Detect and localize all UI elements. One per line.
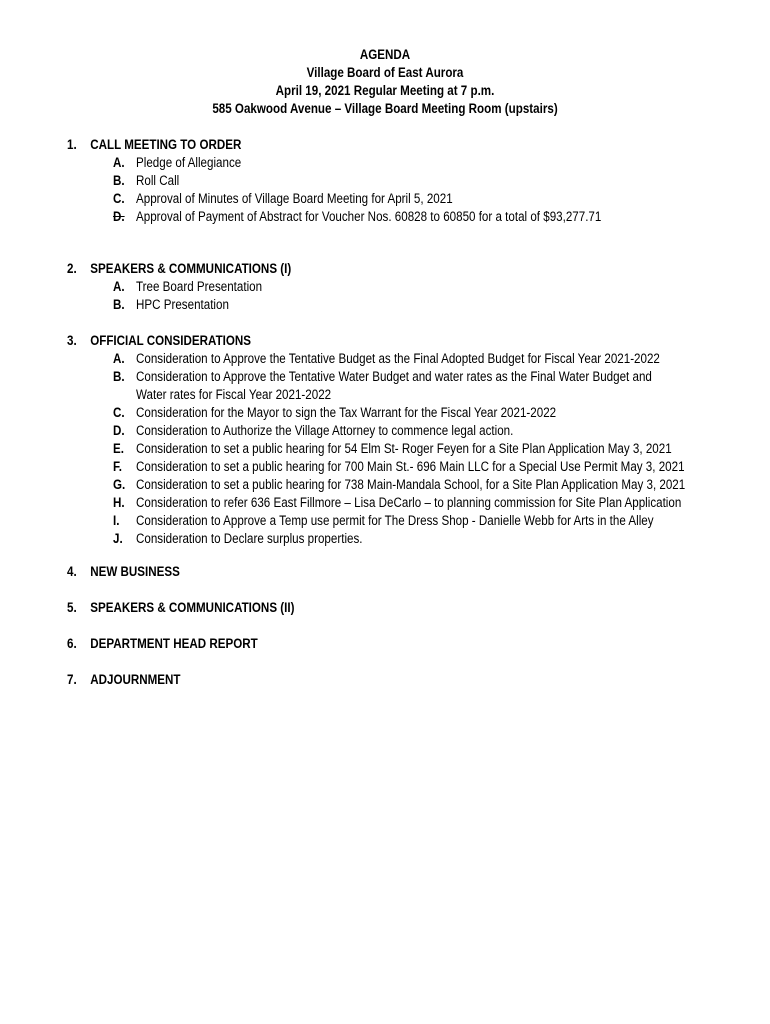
item-letter: A. <box>113 155 125 170</box>
section-call-to-order <box>67 136 757 226</box>
item-text: Consideration to refer 636 East Fillmore – Lisa DeCarlo – to planning commission for Site Plan Application <box>136 495 682 510</box>
section-title: NEW BUSINESS <box>90 564 180 579</box>
item-letter: I. <box>113 513 120 528</box>
list-item <box>67 494 757 512</box>
section-heading <box>67 563 660 581</box>
list-item <box>67 530 757 548</box>
section-number: 6. <box>67 636 77 651</box>
list-item <box>67 154 757 172</box>
header-title: AGENDA <box>359 47 411 62</box>
item-letter: J. <box>113 531 123 546</box>
list-item <box>67 422 757 440</box>
section-items <box>67 154 757 226</box>
section-items <box>67 350 757 548</box>
section-official-considerations <box>67 332 757 548</box>
item-letter: B. <box>113 369 125 384</box>
list-item <box>67 278 757 296</box>
item-letter: B. <box>113 297 125 312</box>
section-heading <box>67 671 660 689</box>
item-letter: H. <box>113 495 125 510</box>
list-item <box>67 208 757 226</box>
section-speakers-1 <box>67 260 757 314</box>
header-location: 585 Oakwood Avenue – Village Board Meeting Room (upstairs) <box>212 101 558 116</box>
item-text: Consideration to set a public hearing for 54 Elm St- Roger Feyen for a Site Plan Application May 3, 2021 <box>136 441 672 456</box>
section-title: SPEAKERS & COMMUNICATIONS (I) <box>90 261 292 276</box>
item-text: Consideration to Declare surplus properties. <box>136 531 363 546</box>
item-letter: C. <box>113 191 125 206</box>
item-letter: A. <box>113 279 125 294</box>
section-new-business <box>67 563 757 581</box>
section-heading <box>67 260 660 278</box>
item-text: Consideration to set a public hearing for 700 Main St.- 696 Main LLC for a Special Use Permit May 3, 2021 <box>136 459 685 474</box>
item-letter: D. <box>113 209 125 224</box>
item-text: Approval of Minutes of Village Board Meeting for April 5, 2021 <box>136 191 453 206</box>
list-item <box>67 190 757 208</box>
item-letter: B. <box>113 173 125 188</box>
section-number: 4. <box>67 564 77 579</box>
list-item <box>67 512 757 530</box>
item-text: Consideration to Approve the Tentative Budget as the Final Adopted Budget for Fiscal Year 2021-2022 <box>136 351 660 366</box>
item-letter: F. <box>113 459 123 474</box>
list-item <box>67 404 757 422</box>
section-adjournment <box>67 671 757 689</box>
section-title: OFFICIAL CONSIDERATIONS <box>90 333 252 348</box>
item-letter: E. <box>113 441 124 456</box>
section-title: SPEAKERS & COMMUNICATIONS (II) <box>90 600 295 615</box>
section-title: CALL MEETING TO ORDER <box>90 137 242 152</box>
agenda-header <box>0 46 770 118</box>
item-text-continued: Water rates for Fiscal Year 2021-2022 <box>136 387 332 402</box>
item-text: HPC Presentation <box>136 297 229 312</box>
section-items <box>67 278 757 314</box>
list-item <box>67 172 757 190</box>
section-heading <box>67 599 660 617</box>
section-title: DEPARTMENT HEAD REPORT <box>90 636 258 651</box>
item-text: Consideration to Authorize the Village Attorney to commence legal action. <box>136 423 514 438</box>
item-text: Pledge of Allegiance <box>136 155 242 170</box>
item-letter: C. <box>113 405 125 420</box>
list-item <box>67 368 757 404</box>
section-number: 5. <box>67 600 77 615</box>
section-heading <box>67 136 660 154</box>
section-heading <box>67 635 660 653</box>
item-letter: A. <box>113 351 125 366</box>
header-meeting-date: April 19, 2021 Regular Meeting at 7 p.m. <box>275 83 495 98</box>
item-text: Consideration for the Mayor to sign the Tax Warrant for the Fiscal Year 2021-2022 <box>136 405 557 420</box>
item-letter: D. <box>113 423 125 438</box>
section-department-head-report <box>67 635 757 653</box>
item-text: Consideration to Approve a Temp use permit for The Dress Shop - Danielle Webb for Arts in the Alley <box>136 513 654 528</box>
item-letter: G. <box>113 477 126 492</box>
list-item <box>67 296 757 314</box>
section-number: 7. <box>67 672 77 687</box>
item-text: Consideration to set a public hearing for 738 Main-Mandala School, for a Site Plan Application May 3, 2021 <box>136 477 686 492</box>
section-heading <box>67 332 660 350</box>
list-item <box>67 440 757 458</box>
section-title: ADJOURNMENT <box>90 672 181 687</box>
item-text: Roll Call <box>136 173 180 188</box>
item-text: Consideration to Approve the Tentative Water Budget and water rates as the Final Water Budget and <box>136 369 652 384</box>
list-item <box>67 350 757 368</box>
section-number: 1. <box>67 137 77 152</box>
list-item <box>67 476 757 494</box>
header-board: Village Board of East Aurora <box>306 65 464 80</box>
section-speakers-2 <box>67 599 757 617</box>
section-number: 3. <box>67 333 77 348</box>
section-number: 2. <box>67 261 77 276</box>
list-item <box>67 458 757 476</box>
item-text: Approval of Payment of Abstract for Voucher Nos. 60828 to 60850 for a total of $93,277.71 <box>136 209 602 224</box>
item-text: Tree Board Presentation <box>136 279 263 294</box>
